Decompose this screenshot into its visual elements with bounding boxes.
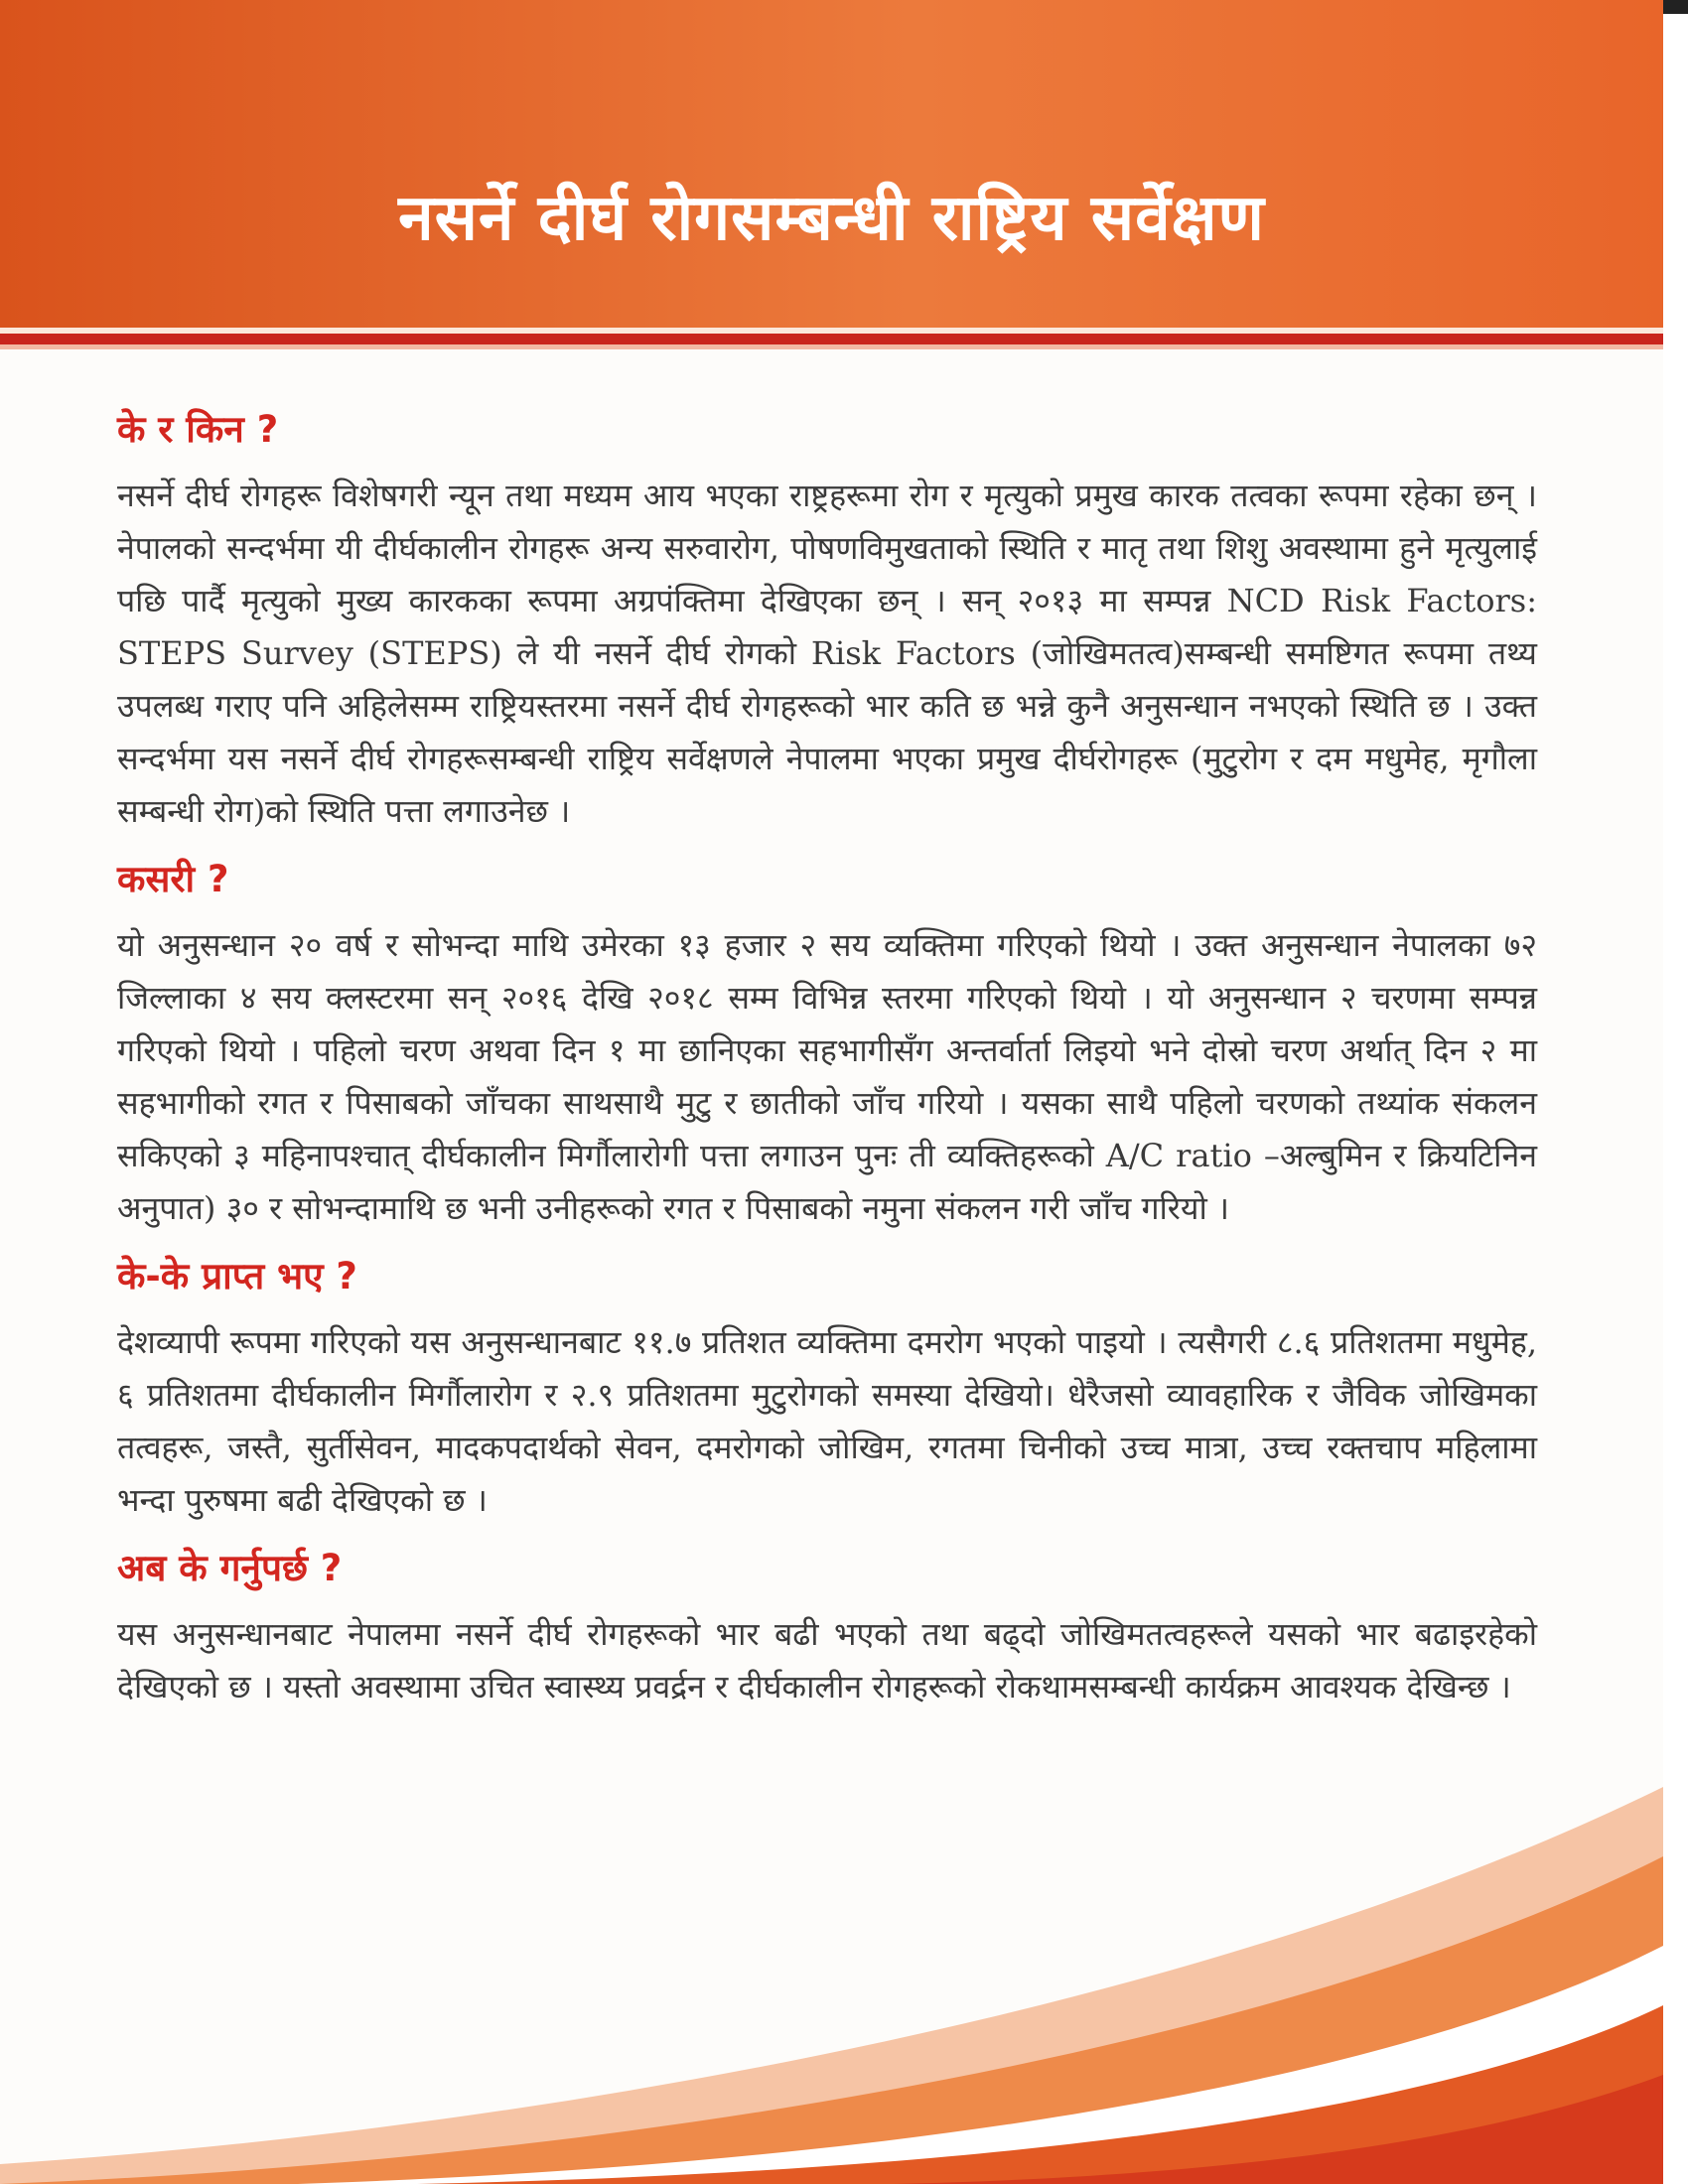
section-heading-next-steps: अब के गर्नुपर्छ ? — [117, 1547, 343, 1589]
section-body-findings: देशव्यापी रूपमा गरिएको यस अनुसन्धानबाट ११.७ प्रतिशत व्यक्तिमा दमरोग भएको पाइयो । त्यसैगरी ८.६ प्रतिशतमा मधुमेह, ६ प्रतिशतमा दीर्घकालीन मिर्गौलारोग र २.९ प्रतिशतमा मुटुरोगको समस्या देखियो। धेरैजसो व्यावहारिक र जैविक जोखिमका तत्वहरू, जस्तै, सुर्तीसेवन, मादकपदार्थको सेवन, दमरोगको जोखिम, रगतमा चिनीको उच्च मात्रा, उच्च रक्तचाप महिलामा भन्दा पुरुषमा बढी देखिएको छ । — [117, 1323, 1537, 1519]
section-heading-what-why: के र किन ? — [117, 408, 279, 451]
section-body-how: यो अनुसन्धान २० वर्ष र सोभन्दा माथि उमेरका १३ हजार २ सय व्यक्तिमा गरिएको थियो । उक्त अनुसन्धान नेपालका ७२ जिल्लाका ४ सय क्लस्टरमा सन् २०१६ देखि २०१८ सम्म विभिन्न स्तरमा गरिएको थियो । यो अनुसन्धान २ चरणमा सम्पन्न गरिएको थियो । पहिलो चरण अथवा दिन १ मा छानिएका सहभागीसँग अन्तर्वार्ता लिइयो भने दोस्रो चरण अर्थात् दिन २ मा सहभागीको रगत र पिसाबको जाँचका साथसाथै मुटु र छातीको जाँच गरियो । यसका साथै पहिलो चरणको तथ्यांक संकलन सकिएको ३ महिनापश्चात् दीर्घकालीन मिर्गौलारोगी पत्ता लगाउन पुनः ती व्यक्तिहरूको A/C ratio –अल्बुमिन र क्रियटिनिन अनुपात) ३० र सोभन्दामाथि छ भनी उनीहरूको रगत र पिसाबको नमुना संकलन गरी जाँच गरियो । — [117, 926, 1537, 1227]
section-body-what-why: नसर्ने दीर्घ रोगहरू विशेषगरी न्यून तथा मध्यम आय भएका राष्ट्रहरूमा रोग र मृत्युको प्रमुख कारक तत्वका रूपमा रहेका छन् । नेपालको सन्दर्भमा यी दीर्घकालीन रोगहरू अन्य सरुवारोग, पोषणविमुखताको स्थिति र मातृ तथा शिशु अवस्थामा हुने मृत्युलाई पछि पार्दै मृत्युको मुख्य कारकका रूपमा अग्रपंक्तिमा देखिएका छन् । सन् २०१३ मा सम्पन्न NCD Risk Factors: STEPS Survey (STEPS) ले यी नसर्ने दीर्घ रोगको Risk Factors (जोखिमतत्व)सम्बन्धी समष्टिगत रूपमा तथ्य उपलब्ध गराए पनि अहिलेसम्म राष्ट्रियस्तरमा नसर्ने दीर्घ रोगहरूको भार कति छ भन्ने कुनै अनुसन्धान नभएको स्थिति छ । उक्त सन्दर्भमा यस नसर्ने दीर्घ रोगहरूसम्बन्धी राष्ट्रिय सर्वेक्षणले नेपालमा भएका प्रमुख दीर्घरोगहरू (मुटुरोग र दम मधुमेह, मृगौला सम्बन्धी रोग)को स्थिति पत्ता लगाउनेछ । — [117, 477, 1537, 830]
main-content — [117, 402, 1537, 1727]
section-heading-findings: के-के प्राप्त भए ? — [117, 1255, 357, 1297]
header-divider-pink — [0, 344, 1663, 349]
section-heading-how: कसरी ? — [117, 858, 229, 900]
header-divider-red — [0, 334, 1663, 344]
page-edge — [1663, 0, 1688, 2184]
page-edge-mark — [1663, 0, 1688, 14]
section-body-next-steps: यस अनुसन्धानबाट नेपालमा नसर्ने दीर्घ रोगहरूको भार बढी भएको तथा बढ्दो जोखिमतत्वहरूले यसको भार बढाइरहेको देखिएको छ । यस्तो अवस्थामा उचित स्वास्थ्य प्रवर्द्रन र दीर्घकालीन रोगहरूको रोकथामसम्बन्धी कार्यक्रम आवश्यक देखिन्छ । — [117, 1615, 1537, 1706]
header-banner — [0, 0, 1663, 328]
decorative-swoosh — [0, 1747, 1663, 2184]
page-title: नसर्ने दीर्घ रोगसम्बन्धी राष्ट्रिय सर्वेक्षण — [398, 182, 1265, 255]
